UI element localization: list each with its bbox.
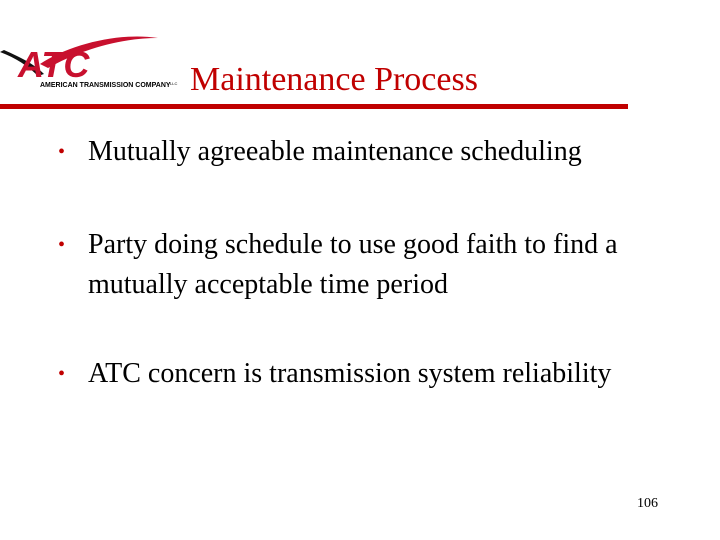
slide-title: Maintenance Process bbox=[190, 61, 478, 98]
atc-logo bbox=[0, 34, 180, 96]
bullet-text: ATC concern is transmission system reliability bbox=[88, 358, 612, 389]
title-divider bbox=[0, 104, 628, 109]
page-number: 106 bbox=[637, 496, 658, 511]
logo-mark: LLC bbox=[170, 81, 178, 86]
bullet-dot-icon: • bbox=[58, 234, 66, 256]
bullet-text: Party doing schedule to use good faith to find a mutually acceptable time period bbox=[88, 229, 618, 300]
logo-company-name: AMERICAN TRANSMISSION COMPANY bbox=[40, 82, 171, 89]
bullet-item bbox=[58, 225, 678, 305]
logo-letters: ATC bbox=[18, 44, 90, 85]
bullet-text: Mutually agreeable maintenance scheduling bbox=[88, 136, 582, 167]
bullet-dot-icon: • bbox=[58, 363, 66, 385]
bullet-item bbox=[58, 354, 678, 394]
bullet-dot-icon: • bbox=[58, 141, 66, 163]
bullet-item bbox=[58, 132, 678, 172]
atc-logo-icon bbox=[0, 34, 180, 96]
